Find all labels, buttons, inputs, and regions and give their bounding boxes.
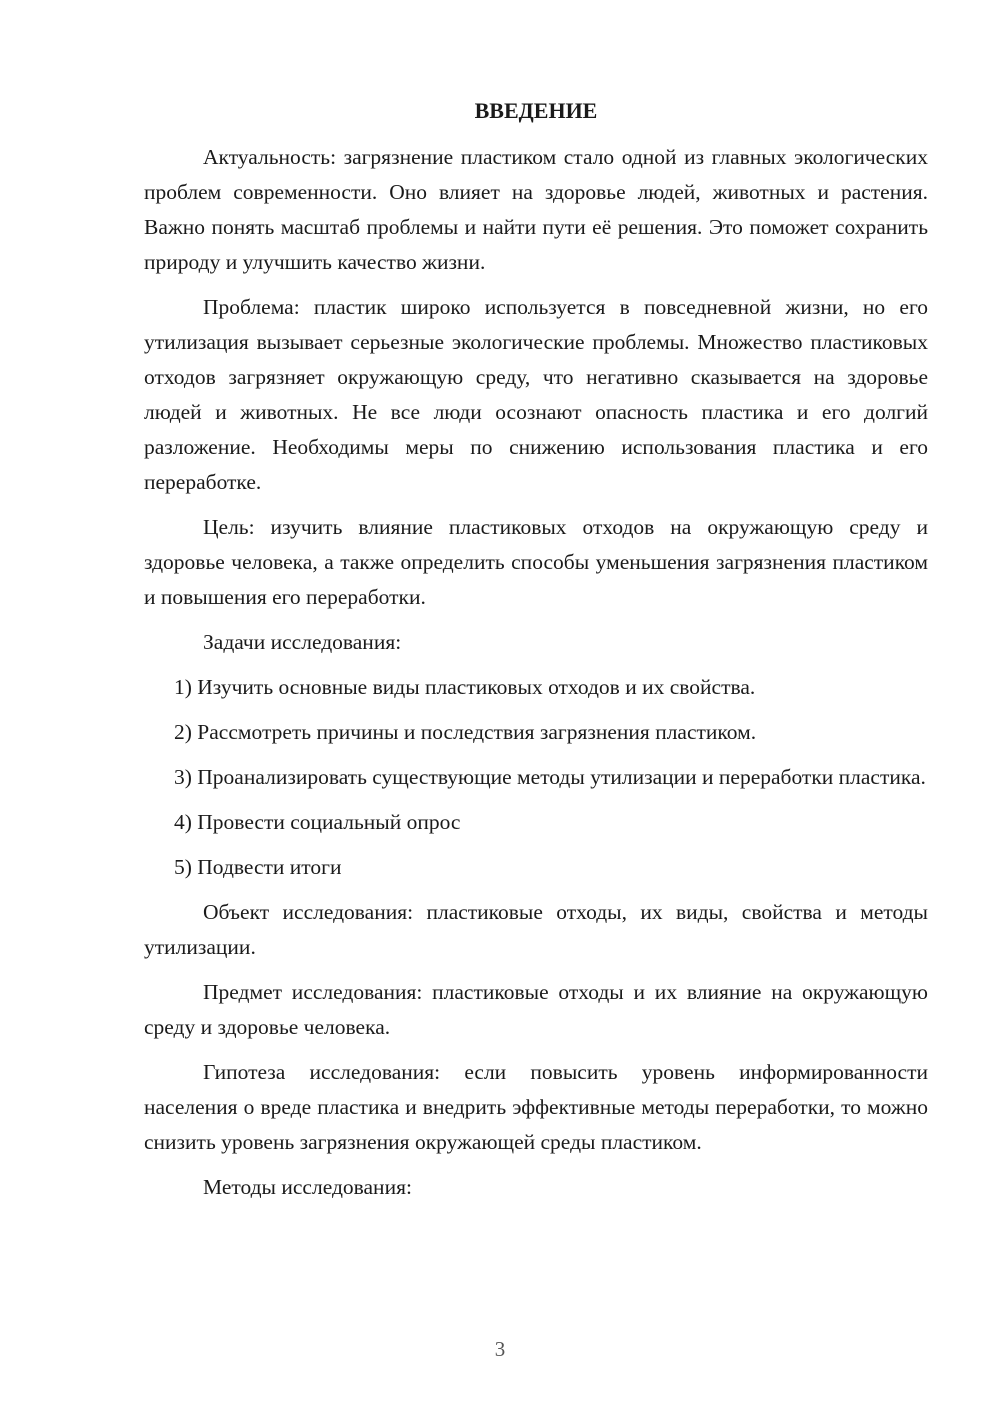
paragraph-object: Объект исследования: пластиковые отходы, их виды, свойства и методы утилизации. bbox=[144, 900, 928, 959]
paragraph-subject: Предмет исследования: пластиковые отходы и их влияние на окружающую среду и здоровье человека. bbox=[144, 980, 928, 1039]
tasks-title: Задачи исследования: bbox=[203, 630, 402, 654]
section-heading: ВВЕДЕНИЕ bbox=[474, 98, 598, 123]
task-item-5: 5) Подвести итоги bbox=[174, 855, 342, 879]
page-number: 3 bbox=[494, 1337, 506, 1361]
task-item-4: 4) Провести социальный опрос bbox=[174, 810, 461, 834]
methods-title: Методы исследования: bbox=[203, 1175, 412, 1199]
paragraph-problem: Проблема: пластик широко используется в повседневной жизни, но его утилизация вызывает серьезные экологические проблемы. Множество пластиковых отходов загрязняет окружающую среду, что негативно сказывается на здоровье людей и животных. Не все люди осознают опасность пластика и его долгий разложение. Необходимы меры по снижению использования пластика и его переработке. bbox=[144, 295, 928, 494]
task-item-2: 2) Рассмотреть причины и последствия загрязнения пластиком. bbox=[174, 720, 757, 744]
paragraph-relevance: Актуальность: загрязнение пластиком стало одной из главных экологических проблем современности. Оно влияет на здоровье людей, животных и растения. Важно понять масштаб проблемы и найти пути её решения. Это поможет сохранить природу и улучшить качество жизни. bbox=[144, 145, 928, 274]
document-page bbox=[144, 96, 928, 1215]
paragraph-goal: Цель: изучить влияние пластиковых отходов на окружающую среду и здоровье человека, а также определить способы уменьшения загрязнения пластиком и повышения его переработки. bbox=[144, 515, 928, 609]
task-item-3: 3) Проанализировать существующие методы утилизации и переработки пластика. bbox=[174, 765, 926, 789]
paragraph-hypothesis: Гипотеза исследования: если повысить уровень информированности населения о вреде пластика и внедрить эффективные методы переработки, то можно снизить уровень загрязнения окружающей среды пластиком. bbox=[144, 1060, 928, 1154]
task-item-1: 1) Изучить основные виды пластиковых отходов и их свойства. bbox=[174, 675, 756, 699]
